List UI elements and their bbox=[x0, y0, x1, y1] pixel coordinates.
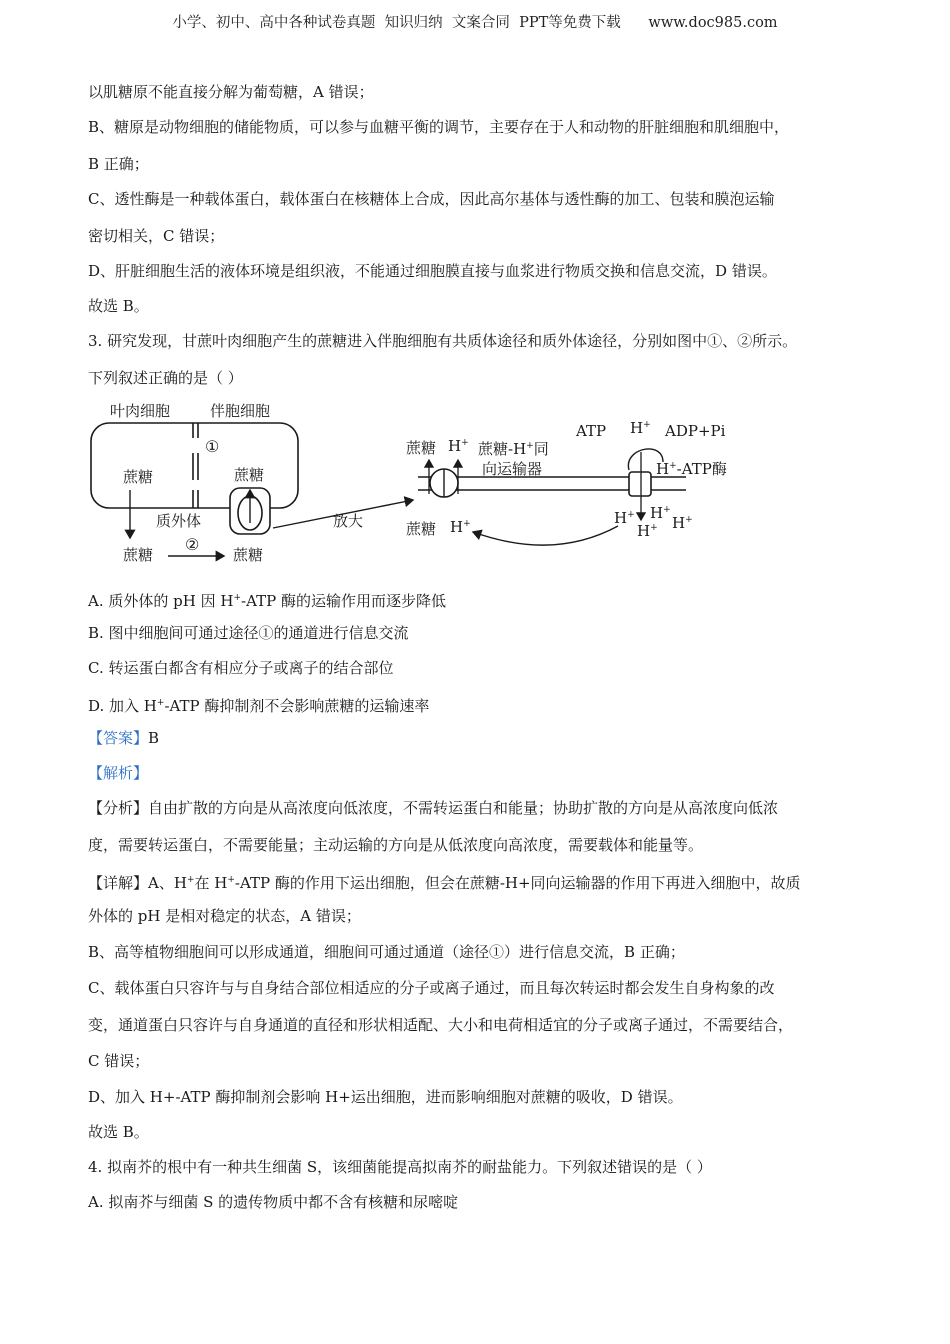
label-h-out-3: H+ bbox=[672, 514, 693, 532]
text-line: C、透性酶是一种载体蛋白，载体蛋白在核糖体上合成，因此高尔基体与透性酶的加工、包装和膜泡运输 bbox=[88, 190, 775, 208]
xiangjie-line: C、载体蛋白只容许与与自身结合部位相适应的分子或离子通过，而且每次转运时都会发生自身构象的改 bbox=[88, 979, 775, 997]
question-4-stem: 4. 拟南芥的根中有一种共生细菌 S，该细菌能提高拟南芥的耐盐能力。下列叙述错误的是（ ） bbox=[88, 1158, 712, 1176]
text-line: 密切相关，C 错误； bbox=[88, 227, 225, 245]
xiangjie-line: B、高等植物细胞间可以形成通道，细胞间可通过通道（途径①）进行信息交流，B 正确； bbox=[88, 943, 685, 961]
label-route2: ② bbox=[185, 535, 200, 554]
option-d: D. 加入 H+-ATP 酶抑制剂不会影响蔗糖的运输速率 bbox=[88, 697, 430, 715]
label-h-atpase-top: H+ bbox=[630, 419, 651, 437]
atpase bbox=[629, 472, 651, 496]
label-mesophyll: 叶肉细胞 bbox=[110, 402, 171, 420]
text-line: D、肝脏细胞生活的液体环境是组织液，不能通过细胞膜直接与血浆进行物质交换和信息交流，D 错误。 bbox=[88, 262, 777, 280]
label-cotransporter-a: 蔗糖-H+同 bbox=[478, 440, 549, 458]
label-sucrose-bottom: 蔗糖 bbox=[406, 520, 437, 538]
label-h-bottom-left: H+ bbox=[450, 518, 471, 536]
text-line: 以肌糖原不能直接分解为葡萄糖，A 错误； bbox=[88, 83, 374, 101]
text-line: B、糖原是动物细胞的储能物质，可以参与血糖平衡的调节，主要存在于人和动物的肝脏细胞和肌细胞中， bbox=[88, 118, 790, 136]
xiangjie-line: 变，通道蛋白只容许与自身通道的直径和形状相适配、大小和电荷相适宜的分子或离子通过，不需要结合， bbox=[88, 1016, 794, 1034]
question-3-stem: 3. 研究发现，甘蔗叶肉细胞产生的蔗糖进入伴胞细胞有共质体途径和质外体途径，分别如图中①、②所示。 bbox=[88, 332, 798, 350]
text-line: B 正确； bbox=[88, 155, 149, 173]
label-enlarge: 放大 bbox=[333, 512, 364, 530]
fenxi-line: 【分析】自由扩散的方向是从高浓度向低浓度，不需转运蛋白和能量；协助扩散的方向是从高浓度向低浓 bbox=[88, 799, 779, 817]
option-b: B. 图中细胞间可通过途径①的通道进行信息交流 bbox=[88, 624, 409, 642]
analysis-label: 【解析】 bbox=[88, 764, 149, 782]
label-sucrose-companion: 蔗糖 bbox=[234, 466, 265, 484]
label-companion: 伴胞细胞 bbox=[210, 402, 271, 420]
xiangjie-line: 外体的 pH 是相对稳定的状态，A 错误； bbox=[88, 907, 361, 925]
fenxi-line: 度，需要转运蛋白，不需要能量；主动运输的方向是从低浓度向高浓度，需要载体和能量等。 bbox=[88, 836, 704, 854]
label-sucrose-top: 蔗糖 bbox=[406, 439, 437, 457]
label-sucrose-out: 蔗糖 bbox=[233, 546, 264, 564]
label-apoplast: 质外体 bbox=[156, 512, 202, 530]
text-line: 故选 B。 bbox=[88, 297, 149, 315]
xiangjie-line: 【详解】A、H+在 H+-ATP 酶的作用下运出细胞，但会在蔗糖-H+同向运输器的作用下再进入细胞中，故质 bbox=[88, 874, 801, 892]
option-c: C. 转运蛋白都含有相应分子或离子的结合部位 bbox=[88, 659, 394, 677]
label-cotransporter-c: 向运输器 bbox=[482, 460, 543, 478]
question-4-option-a: A. 拟南芥与细菌 S 的遗传物质中都不含有核糖和尿嘧啶 bbox=[88, 1193, 459, 1211]
label-h-out-4: H+ bbox=[637, 522, 658, 540]
label-h-out-1: H+ bbox=[614, 509, 635, 527]
label-sucrose-apoplast: 蔗糖 bbox=[123, 546, 154, 564]
question-3-stem-cont: 下列叙述正确的是（ ） bbox=[88, 369, 243, 387]
label-adp: ADP+Pi bbox=[665, 422, 726, 440]
label-atp: ATP bbox=[576, 422, 607, 440]
label-h-out-2: H+ bbox=[650, 504, 671, 522]
label-h-top-left: H+ bbox=[448, 437, 469, 455]
label-sucrose-mesophyll: 蔗糖 bbox=[123, 468, 154, 486]
xiangjie-line: D、加入 H+-ATP 酶抑制剂会影响 H+运出细胞，进而影响细胞对蔗糖的吸收，D 错误。 bbox=[88, 1088, 683, 1106]
xiangjie-line: C 错误； bbox=[88, 1052, 150, 1070]
xiangjie-line: 故选 B。 bbox=[88, 1123, 149, 1141]
sucrose-transport-figure bbox=[88, 398, 758, 576]
page-header: 小学、初中、高中各种试卷真题 知识归纳 文案合同 PPT等免费下载 www.doc985.com bbox=[172, 15, 778, 31]
label-atpase: H+-ATP酶 bbox=[656, 460, 727, 478]
label-route1: ① bbox=[205, 437, 220, 456]
answer: 【答案】B bbox=[88, 729, 160, 747]
option-a: A. 质外体的 pH 因 H+-ATP 酶的运输作用而逐步降低 bbox=[88, 592, 446, 610]
